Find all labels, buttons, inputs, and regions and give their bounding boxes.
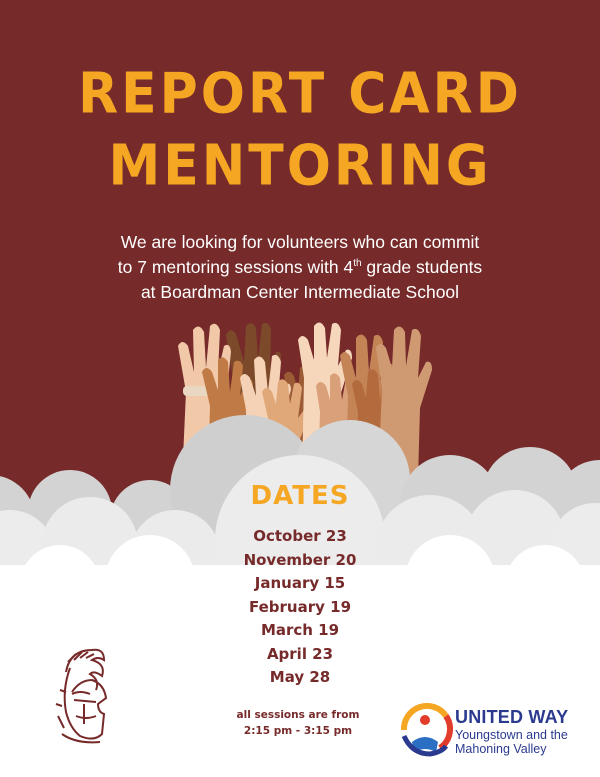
intro-line-2-start: to 7 mentoring sessions with 4 — [117, 257, 354, 277]
date-item: May 28 — [269, 668, 331, 686]
intro-line-1: We are looking for volunteers who can commit — [120, 232, 480, 252]
date-item: April 23 — [266, 644, 334, 663]
title-line-1: REPORT CARD — [78, 61, 522, 127]
session-time — [218, 707, 378, 739]
intro-line-3: at Boardman Center Intermediate School — [140, 282, 460, 302]
intro-line-2-end: grade students — [361, 257, 483, 277]
intro-superscript: th — [353, 258, 362, 269]
date-item: October 23 — [253, 527, 347, 545]
session-time-line-1: all sessions are from — [236, 709, 360, 721]
sponsor-subtitle-line-2: Mahoning Valley — [455, 742, 547, 756]
dates-heading: DATES — [250, 481, 350, 511]
session-time-line-2: 2:15 pm - 3:15 pm — [243, 725, 353, 737]
sponsor-subtitle — [455, 728, 568, 756]
dates-list — [0, 525, 600, 690]
date-item: January 15 — [254, 574, 346, 592]
date-item: November 20 — [243, 550, 357, 569]
title-line-2: MENTORING — [108, 133, 492, 199]
sponsor-subtitle-line-1: Youngstown and the — [455, 728, 568, 742]
sponsor-name: UNITED WAY — [455, 707, 569, 727]
date-item: February 19 — [248, 597, 352, 616]
date-item: March 19 — [260, 621, 340, 639]
